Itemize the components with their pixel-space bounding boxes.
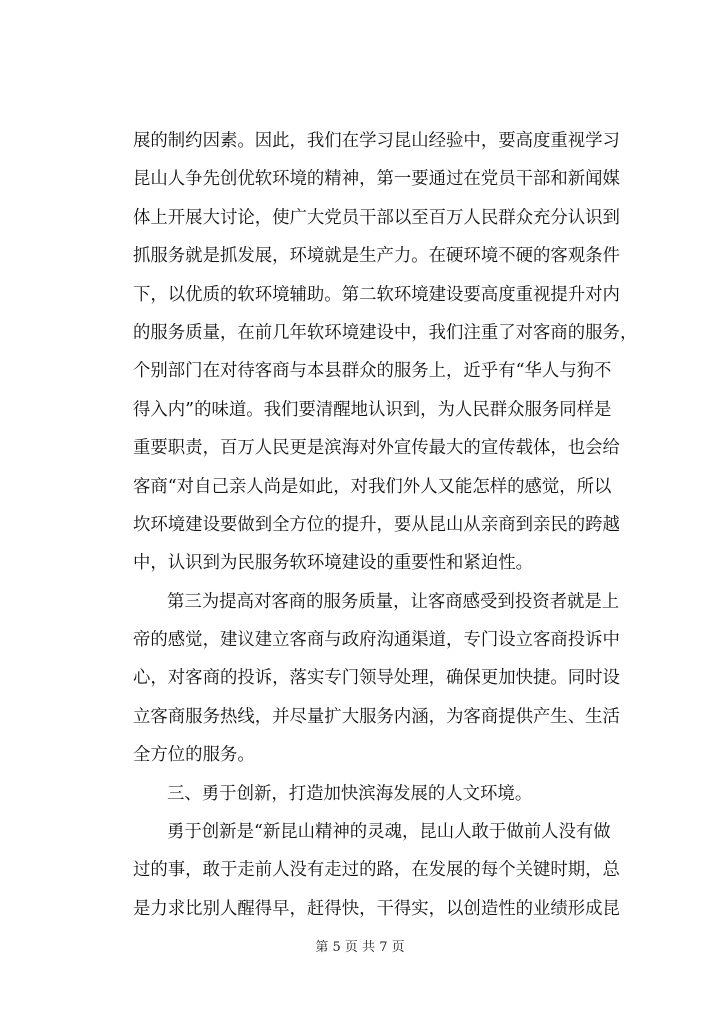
text-line: 帝的感觉，建议建立客商与政府沟通渠道，专门设立客商投诉中 [133, 630, 620, 651]
text-line: 第三为提高对客商的服务质量，让客商感受到投资者就是上 [167, 591, 620, 612]
text-line: 立客商服务热线，并尽量扩大服务内涵，为客商提供产生、生活 [133, 706, 620, 727]
text-line: 中，认识到为民服务软环境建设的重要性和紧迫性。 [133, 553, 533, 574]
text-line: 的服务质量，在前几年软环境建设中，我们注重了对客商的服务， [133, 322, 638, 343]
text-line: 是力求比别人醒得早，赶得快，干得实，以创造性的业绩形成昆 [133, 898, 620, 919]
text-line: 重要职责，百万人民更是滨海对外宣传最大的宣传载体，也会给 [133, 438, 620, 459]
section-heading: 三、勇于创新，打造加快滨海发展的人文环境。 [167, 783, 533, 804]
text-line: 抓服务就是抓发展，环境就是生产力。在硬环境不硬的客观条件 [133, 246, 620, 267]
text-line: 体上开展大讨论，使广大党员干部以至百万人民群众充分认识到 [133, 207, 620, 228]
text-line: 过的事，敢于走前人没有走过的路，在发展的每个关键时期，总 [133, 860, 620, 881]
text-line: 展的制约因素。因此，我们在学习昆山经验中，要高度重视学习 [133, 131, 620, 151]
text-line: 昆山人争先创优软环境的精神，第一要通过在党员干部和新闻媒 [133, 169, 620, 190]
text-line: 个别部门在对待客商与本县群众的服务上，近乎有“华人与狗不 [133, 361, 612, 382]
text-line: 全方位的服务。 [133, 745, 255, 766]
text-line: 坎环境建设要做到全方位的提升，要从昆山从亲商到亲民的跨越 [133, 514, 620, 535]
text-line: 勇于创新是“新昆山精神的灵魂，昆山人敢于做前人没有做 [167, 822, 611, 843]
text-line: 客商“对自己亲人尚是如此，对我们外人又能怎样的感觉，所以 [133, 476, 612, 497]
text-line: 下，以优质的软环境辅助。第二软环境建设要高度重视提升对内 [133, 284, 620, 305]
document-body [133, 122, 638, 928]
page-number-footer: 第 5 页 共 7 页 [315, 940, 405, 955]
text-line: 得入内”的味道。我们要清醒地认识到，为人民群众服务同样是 [133, 399, 612, 420]
text-line: 心，对客商的投诉，落实专门领导处理，确保更加快捷。同时设 [133, 668, 620, 689]
